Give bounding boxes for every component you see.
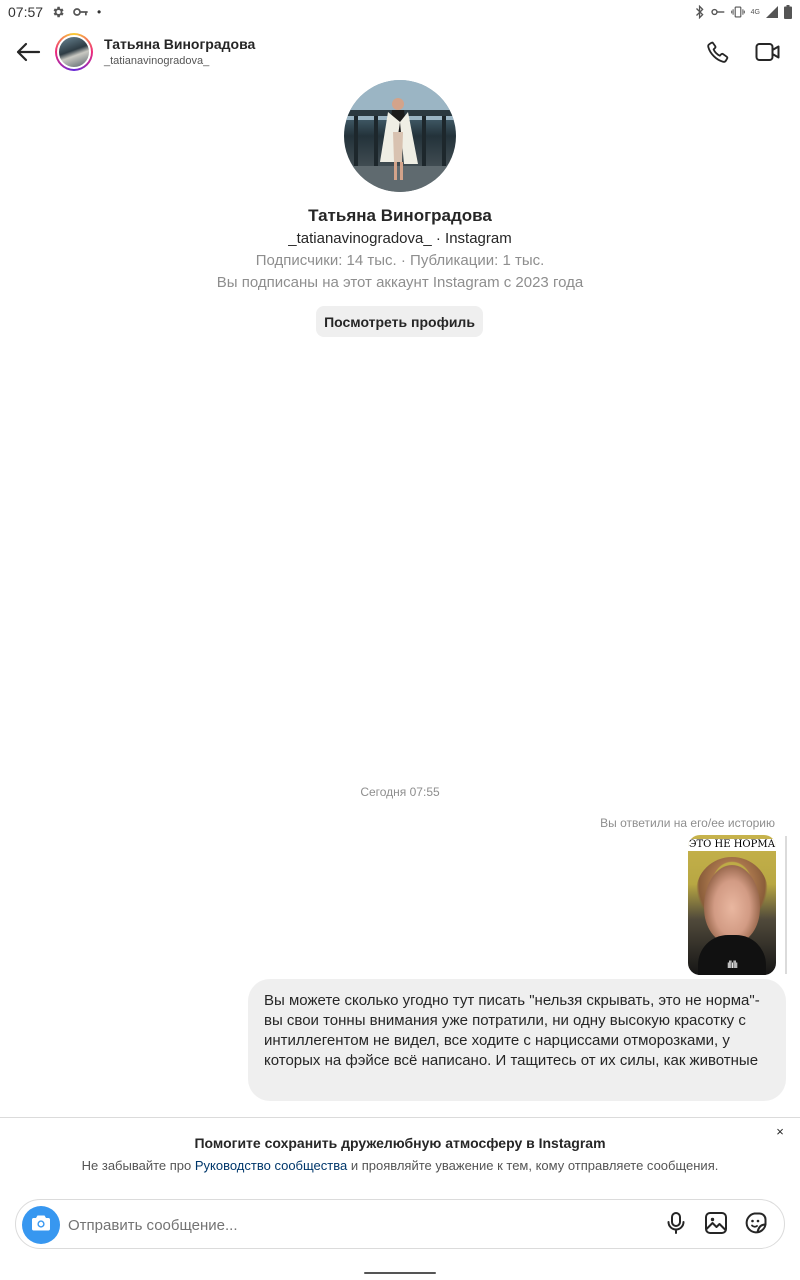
profile-picture-art: [344, 80, 456, 192]
banner-text-before: Не забывайте про: [81, 1158, 195, 1173]
gear-icon: [51, 5, 65, 19]
status-bar: [0, 0, 800, 24]
vibrate-icon: [731, 6, 745, 18]
message-composer: [15, 1199, 785, 1249]
community-guidelines-link[interactable]: Руководство сообщества: [194, 1158, 348, 1173]
gallery-icon: [704, 1211, 728, 1240]
video-call-button[interactable]: [752, 38, 784, 70]
phone-icon: [706, 40, 730, 69]
banner-text: [0, 1158, 800, 1173]
profile-username-platform: _tatianavinogradova_ · Instagram: [288, 230, 512, 247]
message-input[interactable]: [68, 1213, 588, 1237]
status-time: 07:57: [8, 4, 44, 20]
camera-button[interactable]: [22, 1206, 60, 1244]
story-reply-note: Вы ответили на его/ее историю: [600, 816, 775, 830]
story-thumbnail[interactable]: [688, 835, 776, 975]
banner-text-after: и проявляйте уважение к тем, кому отправляете сообщения.: [347, 1158, 719, 1173]
profile-following-since: Вы подписаны на этот аккаунт Instagram с 2023 года: [216, 274, 584, 291]
message-timestamp: Сегодня 07:55: [360, 785, 440, 799]
profile-name: Татьяна Виноградова: [308, 206, 492, 225]
header-names[interactable]: [104, 36, 255, 67]
gallery-button[interactable]: [702, 1211, 730, 1239]
story-reply-line: [785, 836, 787, 974]
home-indicator[interactable]: [364, 1272, 436, 1274]
key-icon: [73, 5, 89, 19]
story-face: [704, 865, 760, 943]
sticker-button[interactable]: [742, 1211, 770, 1239]
video-camera-icon: [755, 41, 781, 68]
header-username: _tatianavinogradova_: [104, 55, 210, 67]
message-bubble[interactable]: Вы можете сколько угодно тут писать "нельзя скрывать, это не норма"- вы свои тонны внимания уже потратили, ни одну высокую красотку с интиллегентом не видел, все ходите с нарциссами отморозками, у которых на фэйсе всё написано. И тащитесь от их силы, как животные: [248, 979, 786, 1101]
back-button[interactable]: [12, 38, 44, 70]
header-name: Татьяна Виноградова: [104, 36, 256, 52]
network-type: 4G: [750, 8, 760, 16]
chat-header: [0, 28, 800, 76]
story-caption: ЭТО НЕ НОРМА: [688, 839, 776, 850]
notification-dot: •: [97, 5, 102, 19]
bluetooth-icon: [695, 5, 705, 19]
banner-title: Помогите сохранить дружелюбную атмосферу в Instagram: [194, 1135, 606, 1151]
banner-close-button[interactable]: ×: [776, 1124, 784, 1139]
profile-stats: Подписчики: 14 тыс. · Публикации: 1 тыс.: [255, 252, 545, 269]
voice-message-button[interactable]: [662, 1211, 690, 1239]
sticker-icon: [744, 1211, 768, 1240]
microphone-icon: [665, 1211, 687, 1240]
avatar-image: [57, 35, 91, 69]
camera-icon: [30, 1213, 52, 1238]
banner-divider: [0, 1117, 800, 1118]
status-right: [695, 5, 792, 19]
audio-wave-icon: ıllıllı: [726, 960, 738, 971]
view-profile-button[interactable]: Посмотреть профиль: [316, 306, 483, 337]
avatar[interactable]: [55, 33, 93, 71]
status-left: [8, 4, 101, 20]
battery-icon: [784, 5, 792, 19]
audio-call-button[interactable]: [702, 38, 734, 70]
profile-picture[interactable]: [344, 80, 456, 192]
vpn-key-icon: [711, 7, 725, 17]
back-arrow-icon: [15, 42, 41, 67]
signal-icon: [766, 6, 778, 18]
